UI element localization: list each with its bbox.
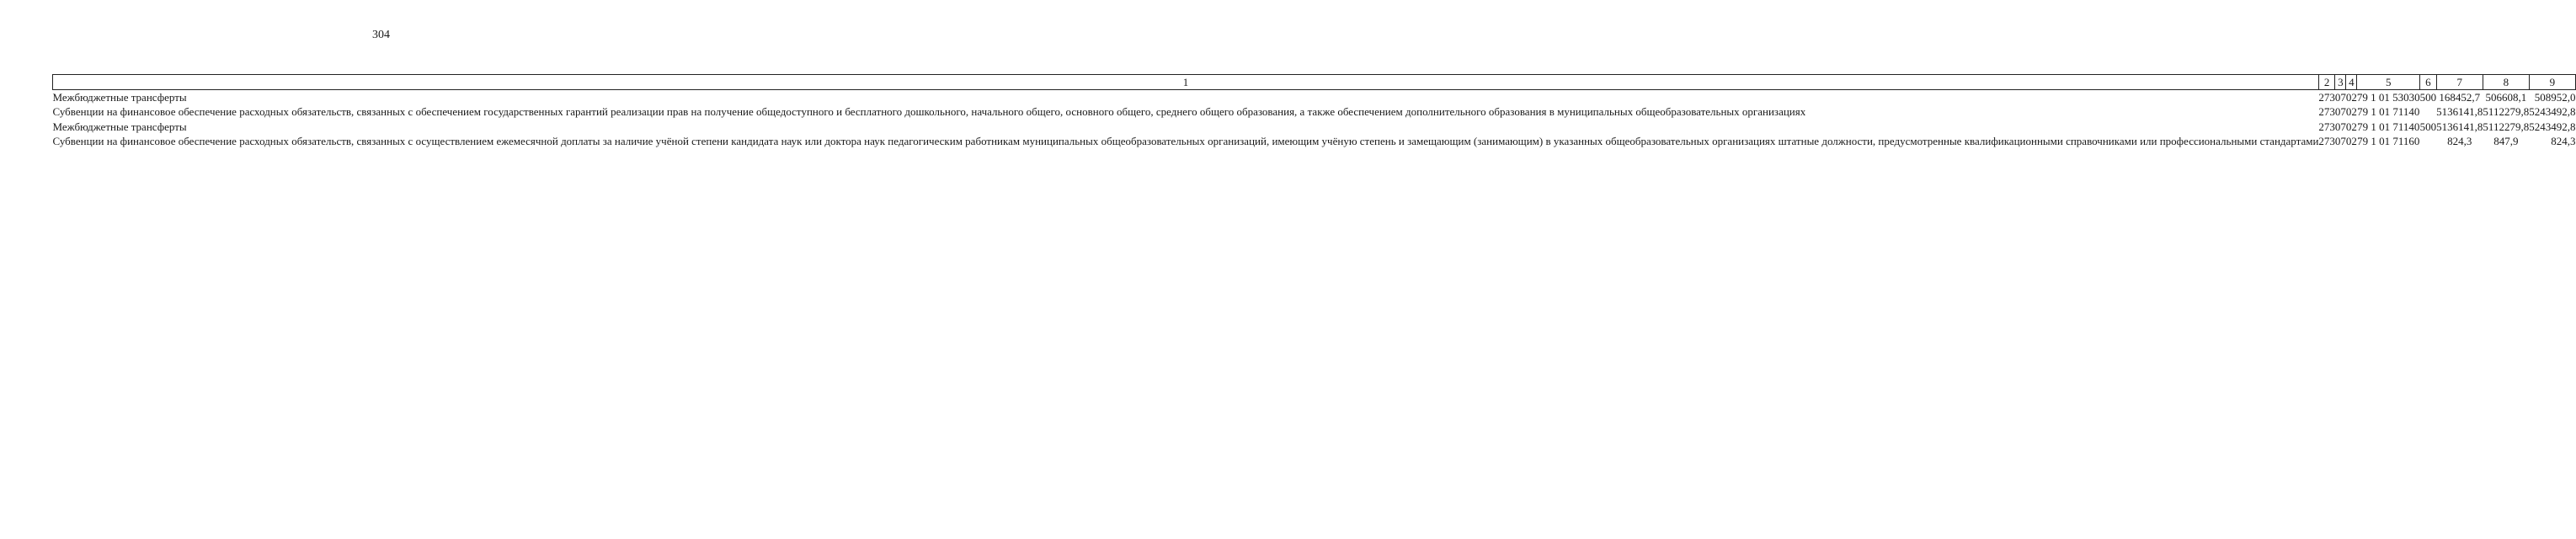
row-amount-7: 168452,7 — [2439, 91, 2481, 104]
table-row — [53, 104, 2576, 119]
row-amount-7: 5136141,8 — [2436, 120, 2483, 133]
table-row — [53, 134, 2576, 148]
row-amount-7: 824,3 — [2447, 135, 2472, 148]
row-amount-9: 508952,0 — [2534, 91, 2576, 104]
row-name: Межбюджетные трансферты — [52, 91, 187, 104]
row-name: Межбюджетные трансферты — [52, 120, 187, 133]
header-col-4: 4 — [2346, 75, 2357, 90]
row-amount-9: 5243492,8 — [2529, 105, 2576, 119]
row-target-code: 79 1 01 53030 — [2356, 91, 2420, 104]
table-row — [53, 90, 2576, 105]
row-section-code: 07 — [2334, 135, 2346, 148]
row-amount-8: 5112279,8 — [2483, 120, 2530, 133]
row-ministry-code: 273 — [2318, 120, 2335, 133]
header-col-9: 9 — [2529, 75, 2575, 90]
row-amount-8: 847,9 — [2493, 135, 2519, 148]
header-col-5: 5 — [2357, 75, 2420, 90]
header-col-6: 6 — [2420, 75, 2437, 90]
table-row — [53, 120, 2576, 134]
row-name: Субвенции на финансовое обеспечение расходных обязательств, связанных с обеспечением государственных гарантий реализации прав на получение общедоступного и бесплатного дошкольного, начального общего, основного общего, среднего общего образования, а также обеспечением дополнительного образования в муниципальных общеобразовательных организациях — [52, 105, 1806, 119]
header-col-8: 8 — [2483, 75, 2529, 90]
row-section-code: 07 — [2334, 120, 2346, 133]
row-amount-9: 824,3 — [2551, 135, 2576, 148]
row-expense-type — [2420, 134, 2437, 148]
row-amount-9: 5243492,8 — [2529, 120, 2576, 133]
row-ministry-code: 273 — [2318, 105, 2335, 119]
row-name: Субвенции на финансовое обеспечение расходных обязательств, связанных с осуществлением ежемесячной доплаты за наличие учёной степени кандидата наук или доктора наук педагогическим работникам муниципальных общеобразовательных организаций, имеющим учёную степень и замещающим (занимающим) в указанных общеобразовательных организациях штатные должности, предусмотренные квалификационными справочниками или профессиональными стандартами — [52, 135, 2319, 148]
header-col-3: 3 — [2335, 75, 2346, 90]
page-number: 304 — [372, 29, 390, 41]
row-expense-type: 500 — [2419, 91, 2437, 104]
row-amount-8: 506608,1 — [2485, 91, 2527, 104]
header-col-7: 7 — [2436, 75, 2483, 90]
row-section-code: 07 — [2334, 91, 2346, 104]
row-amount-7: 5136141,8 — [2436, 105, 2483, 119]
header-col-2: 2 — [2318, 75, 2335, 90]
row-subsection-code: 02 — [2345, 120, 2357, 133]
row-ministry-code: 273 — [2318, 91, 2335, 104]
row-subsection-code: 02 — [2345, 91, 2357, 104]
header-col-1: 1 — [53, 75, 2319, 90]
row-section-code: 07 — [2334, 105, 2346, 119]
row-subsection-code: 02 — [2345, 105, 2357, 119]
row-subsection-code: 02 — [2345, 135, 2357, 148]
row-expense-type: 500 — [2419, 120, 2437, 133]
table-header-row — [53, 75, 2576, 90]
row-target-code: 79 1 01 71140 — [2357, 105, 2420, 119]
row-ministry-code: 273 — [2318, 135, 2335, 148]
row-expense-type — [2420, 104, 2437, 119]
row-target-code: 79 1 01 71140 — [2357, 120, 2420, 133]
budget-table — [52, 74, 2576, 149]
row-amount-8: 5112279,8 — [2483, 105, 2530, 119]
row-target-code: 79 1 01 71160 — [2357, 135, 2420, 148]
